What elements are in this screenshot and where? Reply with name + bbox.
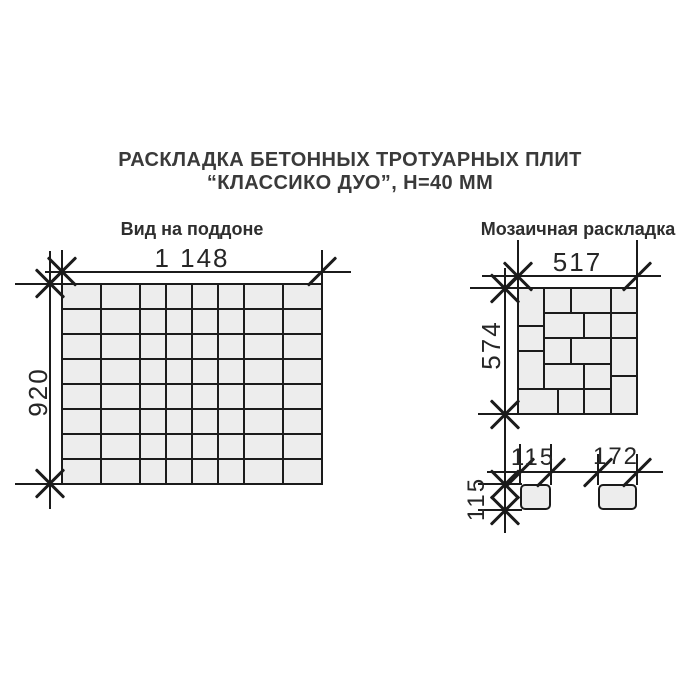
mosaic-view-heading: Мозаичная раскладка [480, 219, 676, 239]
dim-label-rectangle-width: 172 [592, 443, 640, 470]
dim-label-mosaic-height: 574 [475, 320, 506, 370]
dim-label-pallet-height: 920 [22, 367, 53, 417]
dim-line [478, 413, 519, 415]
dim-label-pallet-width: 1 148 [154, 243, 230, 273]
pallet-view-heading: Вид на поддоне [120, 219, 264, 239]
dim-line [15, 283, 63, 285]
dim-label-square-height: 115 [463, 476, 490, 522]
page-title-line2: “КЛАССИКО ДУО”, Н=40 ММ [206, 172, 494, 194]
dim-label-mosaic-width: 517 [552, 247, 603, 277]
dim-line [15, 483, 63, 485]
dim-label-square-width: 115 [510, 444, 556, 471]
page-title-line1: РАСКЛАДКА БЕТОННЫХ ТРОТУАРНЫХ ПЛИТ [118, 149, 582, 171]
